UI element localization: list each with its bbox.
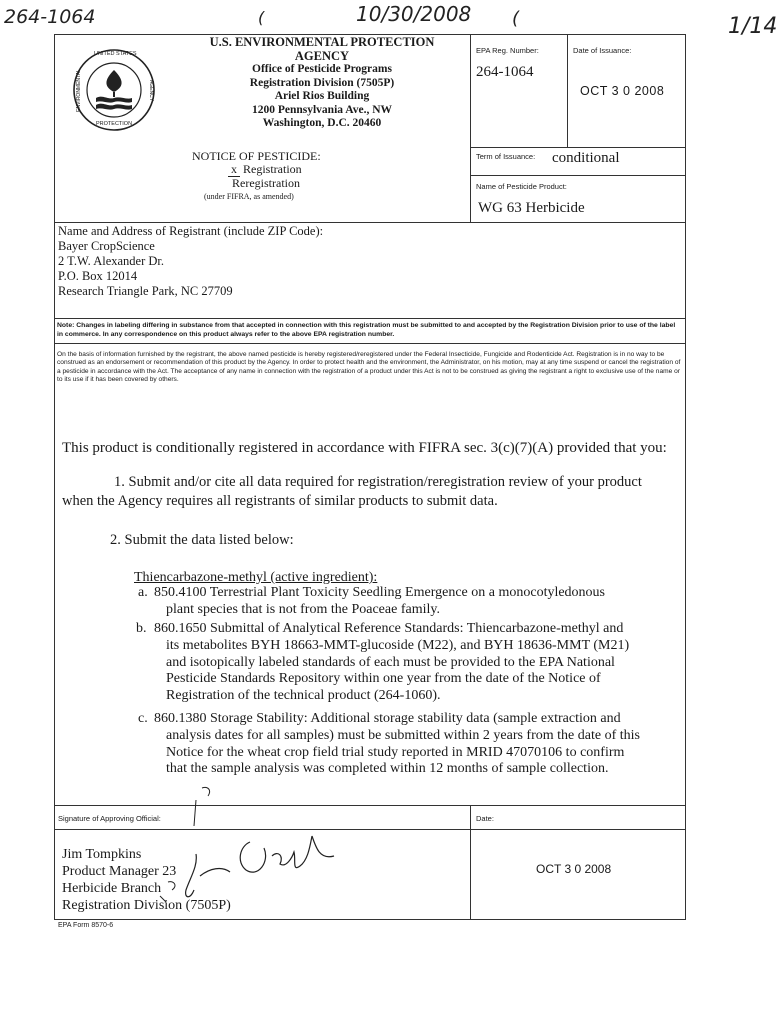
list-item-c-line: 860.1380 Storage Stability: Additional storage stability data (sample extraction and [154, 711, 621, 726]
registrant-line-4: Research Triangle Park, NC 27709 [58, 284, 233, 298]
registrant-line-2: 2 T.W. Alexander Dr. [58, 254, 164, 268]
term-label: Term of Issuance: [476, 152, 536, 161]
list-item-c-line: analysis dates for all samples) must be submitted within 2 years from the date of this [166, 727, 640, 743]
agency-street: 1200 Pennsylvania Ave., NW [251, 103, 393, 116]
seal-text-right: AGENCY [148, 79, 155, 102]
notice-title: NOTICE OF PESTICIDE: [192, 149, 321, 163]
note-bottom-line [54, 343, 686, 344]
registrant-block [58, 224, 323, 299]
item1-line1: 1. Submit and/or cite all data required for registration/reregistration review of your product [114, 474, 642, 490]
epa-seal [72, 48, 156, 132]
list-item-b-line: and isotopically labeled standards of each must be provided to the EPA National [166, 654, 615, 670]
subheading: Thiencarbazone-methyl (active ingredient): [134, 570, 378, 585]
header-divider [470, 34, 471, 222]
registrant-line-3: P.O. Box 12014 [58, 269, 138, 283]
reg-date-divider [567, 34, 568, 148]
registration-label: Registration [243, 162, 302, 176]
intro-text: This product is conditionally registered in accordance with FIFRA sec. 3(c)(7)(A) provided that you: [62, 440, 667, 456]
agency-city: Washington, D.C. 20460 [262, 117, 382, 129]
term-top-line [470, 147, 686, 148]
signature-label: Signature of Approving Official: [58, 814, 161, 823]
seal-text-top: UNITED STATES [94, 51, 137, 57]
list-item-b [154, 621, 684, 705]
epa-reg-label: EPA Reg. Number: [476, 46, 539, 55]
list-item-b-line: its metabolites BYH 18663-MMT-glucoside (M22), and BYH 18636-MMT (M21) [166, 637, 630, 653]
reregistration-label: Reregistration [232, 176, 300, 190]
seal-text-left: ENVIRONMENTAL [75, 69, 82, 112]
epa-reg-value: 264-1064 [476, 64, 534, 80]
item2-text: 2. Submit the data listed below: [110, 532, 294, 548]
handwritten-mark-right: ( [512, 8, 520, 29]
list-item-b-letter: b. [136, 621, 147, 636]
handwritten-signature [160, 786, 360, 906]
date-issuance-value: OCT 3 0 2008 [580, 84, 665, 98]
list-item-b-line: Pesticide Standards Repository within one year from the date of the Notice of [166, 671, 601, 687]
agency-division: Registration Division (7505P) [249, 76, 395, 89]
list-item-c-line: Notice for the wheat crop field trial study reported in MRID 47070106 to confirm [166, 744, 625, 760]
signatory-name: Jim Tompkins [62, 847, 142, 862]
list-item-b-line: 860.1650 Submittal of Analytical Reference Standards: Thiencarbazone-methyl and [154, 621, 624, 636]
registrant-label: Name and Address of Registrant (include ZIP Code): [58, 224, 324, 238]
list-item-a-line: 850.4100 Terrestrial Plant Toxicity Seedling Emergence on a monocotyledonous [154, 585, 606, 600]
registrant-top-line [54, 222, 686, 223]
handwritten-reg-number: 264-1064 [4, 6, 96, 28]
basis-paragraph: On the basis of information furnished by the registrant, the above named pesticide is hereby registered/reregistered under the Federal Insecticide, Fungicide and Rodenticide Act. Registration is in no way to be construed as an endorsement or recommendation of this product by the Agency. In order to protect health and the environment, the Administrator, on his motion, may at any time suspend or cancel the registration of a pesticide in accordance with the Act. The acceptance of any name in connection with the registration of a product under this Act is not to be construed as giving the registrant a right to exclusive use of the name or to its use if it has been covered by others. [57, 351, 681, 384]
signatory-branch: Herbicide Branch [62, 881, 162, 896]
signatory-division: Registration Division (7505P) [62, 898, 231, 913]
list-item-c-letter: c. [138, 711, 148, 726]
registration-checkbox: x [228, 163, 240, 177]
list-item-a [154, 585, 684, 619]
product-label: Name of Pesticide Product: [476, 182, 567, 191]
handwritten-date: 10/30/2008 [356, 2, 472, 26]
signature-date-label: Date: [476, 814, 494, 823]
list-item-a-line: plant species that is not from the Poaceae family. [166, 601, 440, 617]
agency-building: Ariel Rios Building [274, 90, 370, 102]
note-top-line [54, 318, 686, 319]
list-item-a-letter: a. [138, 585, 148, 600]
product-value: WG 63 Herbicide [478, 200, 585, 216]
date-issuance-label: Date of Issuance: [573, 46, 632, 55]
notice-block [180, 150, 410, 203]
form-number: EPA Form 8570-6 [58, 922, 114, 929]
list-item-b-line: Registration of the technical product (264-1060). [166, 688, 441, 704]
agency-line2: AGENCY [294, 48, 350, 63]
product-top-line [470, 175, 686, 176]
under-fifra-note: (under FIFRA, as amended) [204, 192, 294, 201]
signatory-title: Product Manager 23 [62, 864, 177, 879]
handwritten-page-fraction: 1/14 [728, 14, 777, 39]
list-item-c-line: that the sample analysis was completed within 12 months of sample collection. [166, 761, 609, 777]
term-value: conditional [552, 150, 620, 166]
seal-text-bottom: PROTECTION [96, 121, 133, 127]
agency-line1: U.S. ENVIRONMENTAL PROTECTION [209, 35, 435, 49]
registrant-line-1: Bayer CropScience [58, 239, 155, 253]
list-item-c [154, 711, 684, 778]
signature-date-value: OCT 3 0 2008 [536, 862, 612, 876]
labeling-note: Note: Changes in labeling differing in substance from that accepted in connection with this registration must be submitted to and accepted by the Registration Division prior to use of the label in commerce. In any correspondence on this product always refer to the above EPA registration number. [57, 322, 676, 338]
agency-office: Office of Pesticide Programs [252, 63, 392, 75]
agency-header [180, 36, 464, 131]
item1-line2: when the Agency requires all registrants of similar products to submit data. [62, 493, 498, 509]
handwritten-mark-left: ( [258, 8, 265, 27]
